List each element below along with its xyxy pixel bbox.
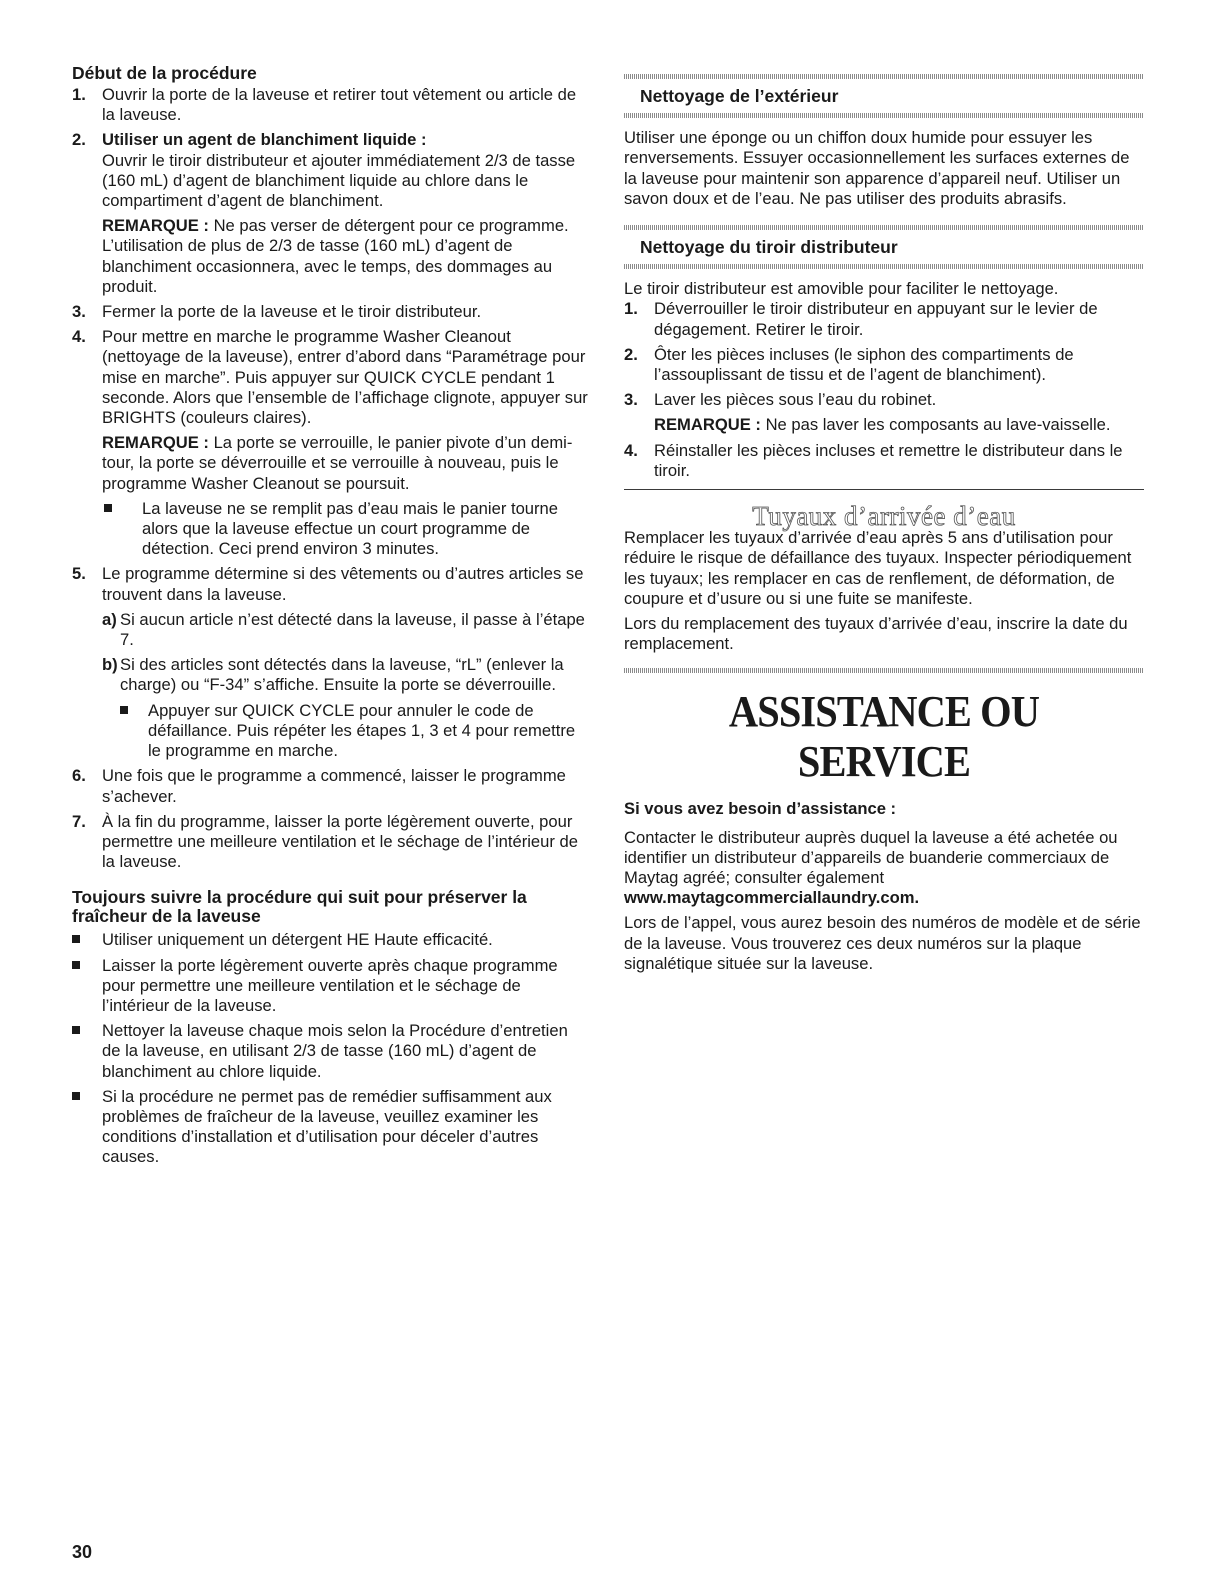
bullet-item [102,499,588,560]
square-bullet-icon [72,1087,84,1098]
left-column [72,64,588,1168]
hoses-heading: Tuyaux d’arrivée d’eau [752,501,1016,532]
list-item [72,812,588,873]
note-label: REMARQUE : [102,433,209,453]
sub-item [102,655,588,695]
bullet-text: Si la procédure ne permet pas de remédier suffisamment aux problèmes de fraîcheur de la laveuse, veuillez examiner les conditions d’installation et d’utilisation pour déceler d’autres causes. [102,1086,552,1167]
hoses-text-2: Lors du remplacement des tuyaux d’arrivée d’eau, inscrire la date du remplacement. [624,614,1128,654]
bullet-item [120,701,588,762]
list-item [72,130,588,297]
hatched-divider [624,264,1144,269]
bullet-item [72,1021,588,1082]
step-number: 1. [624,299,638,319]
list-item [624,441,1144,481]
sub-text: Si des articles sont détectés dans la laveuse, “rL” (enlever la charge) ou “F-34” s’affiche. Ensuite la porte se déverrouille. [120,655,564,695]
sub-item [102,610,588,650]
square-bullet-icon [104,499,116,510]
step-number: 1. [72,85,86,104]
step-number: 2. [624,344,638,364]
bullet-item [72,956,588,1017]
bullet-item [72,1087,588,1168]
freshness-tips [72,930,588,1167]
freshness-heading: Toujours suivre la procédure qui suit pour préserver la fraîcheur de la laveuse [72,887,527,927]
step-number: 5. [72,564,86,584]
note-text: Ne pas laver les composants au lave-vaisselle. [765,415,1111,435]
list-item [72,564,588,761]
step-number: 4. [624,440,638,460]
step-text: Laver les pièces sous l’eau du robinet. [654,390,937,410]
step-number: 2. [72,130,86,150]
list-item [624,345,1144,385]
assistance-text-1: Contacter le distributeur auprès duquel la laveuse a été achetée ou identifier un distributeur d’appareils de buanderie commerciaux de Maytag agréé; consulter également [624,827,1118,888]
step-text: Une fois que le programme a commencé, laisser le programme s’achever. [102,766,566,806]
note-text: Ne pas verser de détergent pour ce programme. L’utilisation de plus de 2/3 de tasse (160 mL) d’agent de blanchiment occasionnera, avec le temps, des dommages au produit. [102,216,569,296]
maytag-url-link[interactable]: www.maytagcommerciallaundry.com. [624,888,920,908]
note-label: REMARQUE : [654,415,761,435]
step-number: 3. [72,302,86,322]
bullet-text: Appuyer sur QUICK CYCLE pour annuler le code de défaillance. Puis répéter les étapes 1, 3 et 4 pour remettre le programme en marche. [148,700,576,761]
assistance-text [624,828,1144,909]
list-item [624,299,1144,339]
step-number: 6. [72,766,86,786]
step-text: Fermer la porte de la laveuse et le tiroir distributeur. [102,302,482,322]
sub-text: Si aucun article n’est détecté dans la laveuse, il passe à l’étape 7. [120,609,585,650]
note-text: La porte se verrouille, le panier pivote d’un demi-tour, la porte se déverrouille et se verrouille à nouveau, puis le programme Washer Cleanout se poursuit. [102,433,573,493]
dispenser-steps [624,299,1144,481]
hoses-text: Remplacer les tuyaux d’arrivée d’eau après 5 ans d’utilisation pour réduire le risque de défaillance des tuyaux. Inspecter périodiquement les tuyaux; les remplacer en cas de renflement, de déformation, de coupure et d’usure ou si une fuite se manifeste. [624,528,1132,608]
bullet-text: Nettoyer la laveuse chaque mois selon la Procédure d’entretien de la laveuse, en utilisant 2/3 de tasse (160 mL) d’agent de blanchiment au chlore liquide. [102,1021,568,1081]
assistance-title: ASSISTANCE OU SERVICE [728,687,1040,787]
square-bullet-icon [120,701,132,712]
list-item [72,85,588,125]
square-bullet-icon [72,930,84,941]
list-item [624,390,1144,435]
hatched-divider [624,113,1144,118]
dispenser-heading: Nettoyage du tiroir distributeur [640,237,898,258]
exterior-heading: Nettoyage de l’extérieur [640,86,839,106]
bullet-text: La laveuse ne se remplit pas d’eau mais le panier tourne alors que la laveuse effectue un court programme de détection. Ceci prend environ 3 minutes. [142,498,559,559]
step-number: 7. [72,811,86,831]
step-text: Ouvrir la porte de la laveuse et retirer tout vêtement ou article de la laveuse. [102,85,577,125]
exterior-text: Utiliser une éponge ou un chiffon doux humide pour essuyer les renversements. Essuyer occasionnellement les surfaces externes de la laveuse pour maintenir son apparence d’appareil neuf. Utiliser un savon doux et de l’eau. Ne pas utiliser des produits abrasifs. [624,128,1130,208]
step-text: Réinstaller les pièces incluses et remettre le distributeur dans le tiroir. [654,440,1123,480]
procedure-heading: Début de la procédure [72,63,257,83]
step-number: 4. [72,327,86,347]
square-bullet-icon [72,956,84,967]
square-bullet-icon [72,1021,84,1032]
step-text: Ôter les pièces incluses (le siphon des compartiments de l’assouplissant de tissu et de l’agent de blanchiment). [654,344,1074,385]
list-item [72,766,588,806]
sub-label: a) [102,609,117,629]
note [102,433,588,494]
procedure-steps [72,85,588,872]
note [654,415,1144,435]
right-column [624,74,1144,974]
note [102,216,588,297]
page-number: 30 [72,1542,93,1562]
list-item [72,302,588,322]
divider-line [624,489,1144,490]
step-text: Le programme détermine si des vêtements ou d’autres articles se trouvent dans la laveuse. [102,564,584,604]
step-title: Utiliser un agent de blanchiment liquide : [102,130,427,150]
step-text: Ouvrir le tiroir distributeur et ajouter immédiatement 2/3 de tasse (160 mL) d’agent de blanchiment liquide au chlore dans le compartiment d’agent de blanchiment. [102,150,576,211]
bullet-text: Utiliser uniquement un détergent HE Haute efficacité. [102,930,493,950]
hatched-divider [624,668,1144,673]
dispenser-intro: Le tiroir distributeur est amovible pour faciliter le nettoyage. [624,279,1059,299]
bullet-text: Laisser la porte légèrement ouverte après chaque programme pour permettre une meilleure ventilation et le séchage de l’intérieur de la laveuse. [102,955,558,1015]
note-label: REMARQUE : [102,216,209,236]
assistance-subtitle: Si vous avez besoin d’assistance : [624,799,897,819]
list-item [72,327,588,559]
step-number: 3. [624,390,638,410]
step-text: À la fin du programme, laisser la porte légèrement ouverte, pour permettre une meilleure ventilation et le séchage de l’intérieur de la laveuse. [102,811,578,872]
sub-label: b) [102,655,118,675]
assistance-text-2: Lors de l’appel, vous aurez besoin des numéros de modèle et de série de la laveuse. Vous trouverez ces deux numéros sur la plaque signalétique située sur la laveuse. [624,913,1141,973]
bullet-item [72,930,588,950]
step-text: Pour mettre en marche le programme Washer Cleanout (nettoyage de la laveuse), entrer d’abord dans “Paramétrage pour mise en marche”. Puis appuyer sur QUICK CYCLE pendant 1 seconde. Alors que l’ensemble de l’affichage clignote, appuyer sur BRIGHTS (couleurs claires). [102,327,588,428]
step-text: Déverrouiller le tiroir distributeur en appuyant sur le levier de dégagement. Retirer le tiroir. [654,299,1098,339]
